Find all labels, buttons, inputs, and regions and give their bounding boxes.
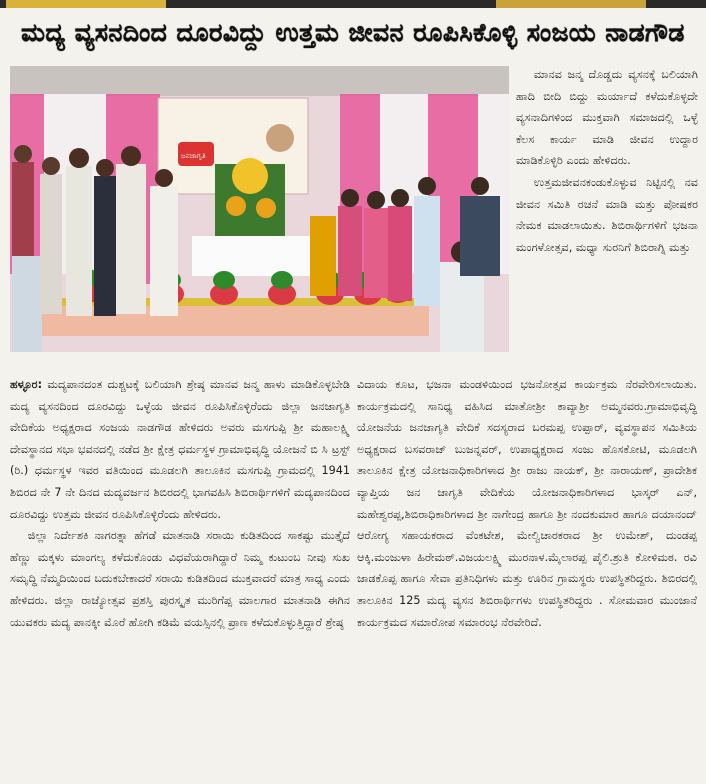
dateline: ಹಳ್ಳೂರ: [10,378,43,391]
right-column [357,374,697,633]
masthead-strip [0,0,706,8]
left-paragraph-2: ಜಿಲ್ಲಾ ನಿರ್ದೇಶಕಿ ನಾಗರತ್ನಾ ಹೆಗಡೆ ಮಾತನಾಡಿ ಸರಾಯಿ ಕುಡಿತದಿಂದ ಸಾಕಷ್ಟು ಮುತ್ತೈದೆ ಹೆಣ್ಣು ಮಕ್ಕಳು ಮಾಂಗಲ್ಯ ಕಳೆದುಕೊಂಡು ವಿಧವೆಯರಾಗಿದ್ದಾರೆ ನಿಮ್ಮ ಕುಟುಂಬ ನೀವು ಸುಖ ಸಮೃದ್ಧಿ ನೆಮ್ಮದಿಯಿಂದ ಬದುಕಬೇಕಾದರೆ ಸರಾಯಿ ಕುಡಿತದಿಂದ ಮುಕ್ತವಾದರೆ ಮಾತ್ರ ಸಾಧ್ಯ ಎಂದು ಹೇಳಿದರು. ಜಿಲ್ಲಾ ರಾಜ್ಯೋತ್ಸವ ಪ್ರಶಸ್ತಿ ಪುರಸ್ಕೃತ ಮುರಿಗೆಪ್ಪ ಮಾಲಗಾರ ಮಾತನಾಡಿ ಈಗಿನ ಯುವಕರು ಮದ್ಯ ಪಾನಕ್ಕೀ ಮೊರೆ ಹೋಗಿ ಕಡಿಮೆ ವಯಸ್ಸಿನಲ್ಲಿ ಪ್ರಾಣ ಕಳೆದುಕೊಳ್ಳುತ್ತಿದ್ದಾರೆ ಶ್ರೇಷ್ಠ [10,529,350,629]
masthead-label-bar-right [496,0,646,8]
side-paragraph-1: ಮಾನವ ಜನ್ಮ ದೊಡ್ಡದು ವ್ಯಸನಕ್ಕೆ ಬಲಿಯಾಗಿ ಹಾದಿ ಬೀದಿ ಬಿದ್ದು ಮರ್ಯಾದೆ ಕಳೆದುಕೊಳ್ಳದೇ ವ್ಯಸನಾದಿಗಳಿಂದ ಮುಕ್ತವಾಗಿ ಸಮಾಜದಲ್ಲಿ ಒಳ್ಳೆ ಕೆಲಸ ಕಾರ್ಯ ಮಾಡಿ ಜೀವನ ಉದ್ದಾರ ಮಾಡಿಕೊಳ್ಳಿರಿ ಎಂದು ಹೇಳಿದರು. [516,68,698,168]
masthead-label-bar [6,0,166,8]
article-photo [10,66,509,352]
side-paragraph-2: ಉತ್ತಮಜೀವನಕಂಡುಕೊಳ್ಳುವ ನಿಟ್ಟಿನಲ್ಲಿ ನವ ಜೀವನ ಸಮಿತಿ ರಚನೆ ಮಾಡಿ ಮತ್ತು ಪೋಷಕರ ನೇಮಕ ಮಾಡಲಾಯಿತು. ಶಿಬಿರಾರ್ಥಿಗಳಿಗೆ ಭಜನಾ ಮಂಗಳೋತ್ಸವ, ಮಧ್ಯಾ ಸುರನಿಗೆ ಶಿಬಿರಾಗ್ನಿ ಮತ್ತು [516,175,698,254]
right-paragraph-1: ವಿದಾಯ ಕೂಟ, ಭಜನಾ ಮಂಡಳಿಯಿಂದ ಭಜನೋತ್ಸವ ಕಾರ್ಯಕ್ರಮ ನೆರವೇರಿಸಲಾಯಿತು. ಕಾರ್ಯಕ್ರಮದಲ್ಲಿ ಸಾನಿಧ್ಯ ವಹಿಸಿದ ಮಾತೋಶ್ರೀ ಕಾವ್ಯಾಶ್ರೀ ಅಮ್ಮನವರು.ಗ್ರಾಮಾಭಿವೃದ್ಧಿ ಯೋಜನೆಯ ಜನಜಾಗೃತಿ ವೇದಿಕೆ ಸದಸ್ಯರಾದ ಬರಮಪ್ಪ ಉಪ್ಪಾರ್, ವ್ಯವಸ್ಥಾಪನ ಸಮಿತಿಯ ಅಧ್ಯಕ್ಷರಾದ ಬಸವರಾಜ್ ಬುಜನ್ನವರ್, ಉಪಾಧ್ಯಕ್ಷರಾದ ಸಂಜು ಹೊಸಕೋಟಿ, ಮೂಡಲಗಿ ತಾಲೂಕಿನ ಕ್ಷೇತ್ರ ಯೋಜನಾಧಿಕಾರಿಗಳಾದ ಶ್ರೀ ರಾಜು ನಾಯಕ್, ಶ್ರೀ ನಾರಾಯಣ್, ಪ್ರಾದೇಶಿಕ ವ್ಯಾಪ್ತಿಯ ಜನ ಜಾಗೃತಿ ವೇದಿಕೆಯ ಯೋಜನಾಧಿಕಾರಿಗಳಾದ ಭಾಸ್ಕರ್ ಎನ್, ಮಹೇಶ್ವರಪ್ಪ,ಶಿಬಿರಾಧಿಕಾರಿಗಳಾದ ಶ್ರೀ ನಾಗೇಂದ್ರ ಹಾಗೂ ಶ್ರೀ ನಂದಕುಮಾರ ಹಾಗೂ ದಯಾನಂದ್ ಆರೋಗ್ಯ ಸಹಾಯಕರಾದ ವೆಂಕಟೇಶ, ಮೇಲ್ವಿಚಾರಕರಾದ ಶ್ರೀ ಉಮೇಶ್, ದುಂಡಪ್ಪ ಆಕ್ಕಿ.ಮಂಜುಳಾ ಹಿರೇಮಠ್.ವಿಜಯಲಕ್ಷ್ಮಿ ಮುರನಾಳ.ಮೈಲಾರಪ್ಪ ಪೈಲಿ.ಶ್ರುತಿ ಕೋಳಿಮಠ. ರವಿ ಜಾಡಕೊಪ್ಪ ಹಾಗೂ ಸೇವಾ ಪ್ರತಿನಿಧಿಗಳು ಮತ್ತು ಊರಿನ ಗ್ರಾಮಸ್ಥರು ಉಪಸ್ಥಿತರಿದ್ದರು. ಶಿಬಿರದಲ್ಲಿ ತಾಲೂಕಿನ 125 ಮದ್ಯ ವ್ಯಸನ ಶಿಬಿರಾರ್ಥಿಗಳು ಉಪಸ್ಥಿತರಿದ್ದರು . ಸೋಮವಾರ ಮುಂಜಾನೆ ಕಾರ್ಯಕ್ರಮದ ಸಮಾರೋಪ ಸಮಾರಂಭ ನೆರವೇರಿದೆ. [357,378,697,629]
left-column [10,374,350,633]
article-headline: ಮದ್ಯ ವ್ಯಸನದಿಂದ ದೂರವಿದ್ದು ಉತ್ತಮ ಜೀವನ ರೂಪಿಸಿಕೊಳ್ಳಿ ಸಂಜಯ ನಾಡಗೌಡ [21,18,685,47]
side-column [516,64,698,258]
banner-text: ಜನಜಾಗೃತಿ [181,152,206,160]
left-paragraph-1: ಮದ್ಯಪಾನದಂತ ದುಶ್ಚಟಕ್ಕೆ ಬಲಿಯಾಗಿ ಶ್ರೇಷ್ಠ ಮಾನವ ಜನ್ಮ ಹಾಳು ಮಾಡಿಕೊಳ್ಳಬೇಡಿ ಮದ್ಯ ವ್ಯಸನದಿಂದ ದೂರವಿದ್ದು ಒಳ್ಳೆಯ ಜೀವನ ರೂಪಿಸಿಕೊಳ್ಳಿರೆಂದು ಜಿಲ್ಲಾ ಜನಜಾಗೃತಿ ವೇದಿಕೆಯ ಅಧ್ಯಕ್ಷರಾದ ಸಂಜಯ ನಾಡಗೌಡ ಹೇಳಿದರು ಅವರು ಮಸಗುಪ್ಪಿ ಶ್ರೀ ಮಹಾಲಕ್ಷ್ಮಿ ದೇವಸ್ಥಾನದ ಸಭಾ ಭವನದಲ್ಲಿ ನಡೆದ ಶ್ರೀ ಕ್ಷೇತ್ರ ಧರ್ಮಸ್ಥಳ ಗ್ರಾಮಾಭಿವೃದ್ಧಿ ಯೋಜನೆ ಬಿ ಸಿ ಟ್ರಸ್ಟ್ (ರಿ.) ಧರ್ಮಸ್ಥಳ ಇವರ ವತಿಯಿಂದ ಮೂಡಲಗಿ ತಾಲೂಕಿನ ಮಸಗುಪ್ಪಿ ಗ್ರಾಮದಲ್ಲಿ 1941 ಶಿಬಿರದ ನೇ 7 ನೇ ದಿನದ ಮದ್ಯವರ್ಜನ ಶಿಬಿರದಲ್ಲಿ ಭಾಗವಹಿಸಿ ಶಿಬಿರಾರ್ಥಿಗಳಿಗೆ ಮದ್ಯಪಾನದಿಂದ ದೂರವಿದ್ದು ಉತ್ತಮ ಜೀವನ ರೂಪಿಸಿಕೊಳ್ಳಿರೆಂದು ಹೇಳಿದರು. [10,378,350,521]
